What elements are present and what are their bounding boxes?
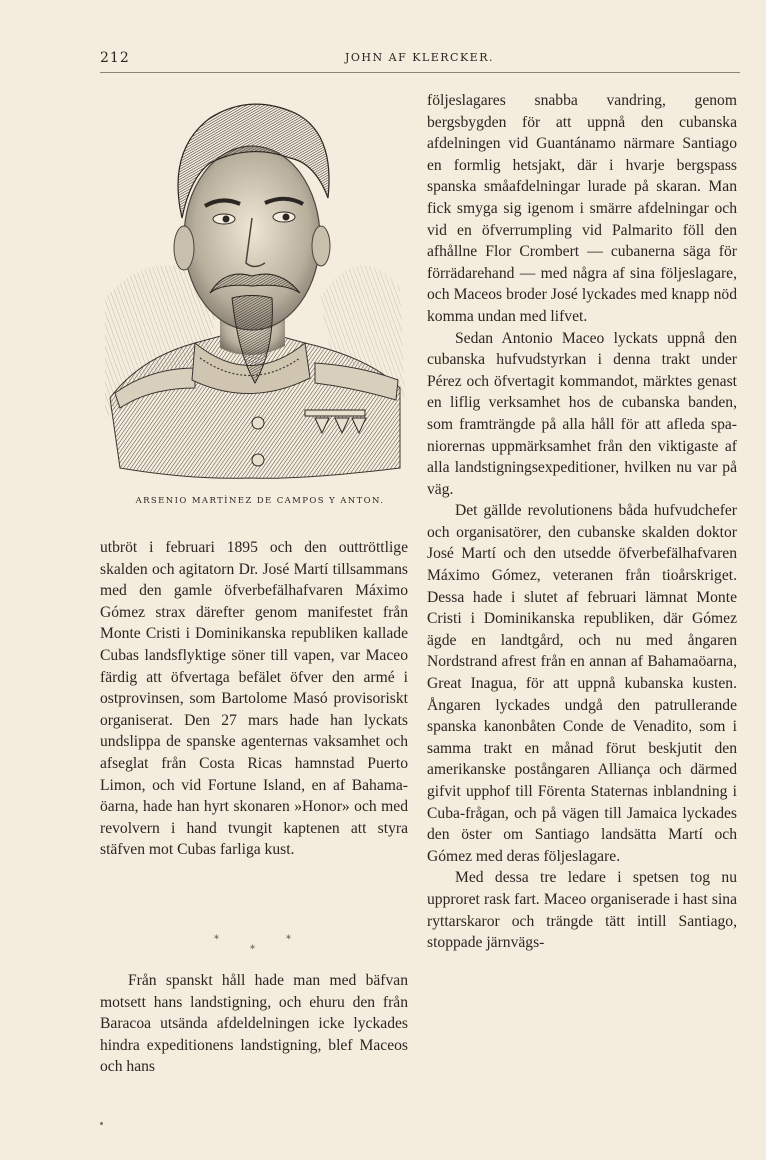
page-number: 212	[100, 50, 130, 66]
right-paragraph-2: Sedan Antonio Maceo lyckats uppnå den cubanska hufvudstyrkan i denna trakt under Pérez och öfvertagit kommandot, märktes genast en liflig verksamhet hos de cubanska banden, som framträngde på alla håll för att afleda spaniorernas uppmärksamhet från den viktigaste af alla landstigningsexpeditioner, hvilken nu var på väg.	[427, 329, 737, 498]
ink-speck	[100, 1122, 103, 1125]
separator-star: *	[214, 934, 219, 945]
running-head: JOHN AF KLERCKER.	[345, 51, 494, 64]
right-paragraph-3: Det gällde revolutionens båda hufvudchefer och organisatörer, den cubanske skalden doktor José Martí och den utsedde öfverbefälhafvaren Máximo Gómez, veteranen från tioårskriget. Dessa hade i slutet af februari lämnat Monte Cristi i Dominikanska republiken, där Gómez ägde en landtgård, och nu med ångaren Nordstrand afrest från en annan af Bahamaöarna, Great Inagua, för att uppnå kubanska kusten. Ångaren lyckades undgå den patrullerande spanska kanonbåten Conde de Venadito, som i samma trakt en månad förut beskjutit den amerikanske postångaren Alliança och därmed gifvit upphof till Förenta Staternas inblandning i Cuba-frågan, och på vägen till Jamaica lyckades den öster om Santiago landsätta Martí och Gómez med deras följeslagare.	[427, 502, 737, 865]
portrait-engraving	[100, 88, 406, 484]
separator-star: *	[286, 934, 291, 945]
separator-star: *	[250, 944, 255, 955]
right-column	[427, 90, 737, 954]
figure-caption: ARSENIO MARTÌNEZ DE CAMPOS Y ANTON.	[135, 496, 385, 506]
right-paragraph-1: följeslagares snabba vandring, genom bergsbygden för att uppnå den cubanska afdelningen vid Guantánamo närmare Santiago en formlig hetsjakt, där i hvarje bergspass spanska småafdelningar lurade på skaran. Man fick smyga sig igenom i smärre afdelningar och vid en öfverrumpling vid Palmarito föll den afhållne Flor Crombert — cubanerna säga för förrädarehand — med några af sina följeslagare, och Maceos broder José lyckades med knapp nöd komma undan med lifvet.	[427, 92, 737, 325]
right-paragraph-4: Med dessa tre ledare i spetsen tog nu upproret rask fart. Maceo organiserade i hast sina ryttarskaror och trängde tätt intill Santiago, stoppade järnvägs-	[427, 869, 737, 952]
left-column	[100, 537, 408, 861]
left-paragraph-1: utbröt i februari 1895 och den outtröttlige skalden och agitatorn Dr. José Martí tillsammans med den gamle öfverbefälhafvaren Máximo Gómez strax därefter genom manifestet från Monte Cristi i Dominikanska republiken kallade Cubas landsflyktige söner till vapen, var Maceo färdig att öfvertaga befälet öfver den armé i ostprovinsen, som Bartolome Masó provisoriskt organiserat. Den 27 mars hade han lyckats undslippa de spanske agenternas vaksamhet och afseglat från Costa Ricas hamnstad Puerto Limon, och vid Fortune Island, en af Bahamaöarna, hade han hyrt skonaren »Honor» och med revolvern i hand tvungit kaptenen att styra stäfven mot Cubas farliga kust.	[100, 539, 408, 859]
section-separator	[200, 930, 310, 960]
left-column-lower	[100, 970, 408, 1078]
left-paragraph-2: Från spanskt håll hade man med bäfvan motsett hans landstigning, och ehuru den från Baracoa utsända afdeldelningen icke lyckades hindra expeditionens landstigning, blef Maceos och hans	[100, 972, 408, 1076]
page-header	[100, 50, 740, 70]
header-rule	[100, 72, 740, 73]
